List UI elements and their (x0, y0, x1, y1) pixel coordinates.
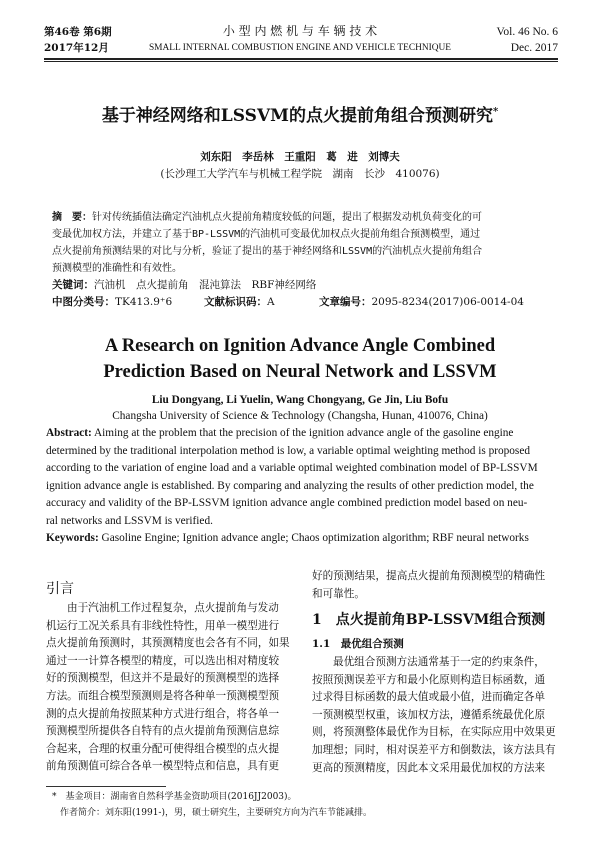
header-rule (44, 58, 558, 60)
footnote-author: 作者简介：刘东阳(1991-)，男，硕士研究生，主要研究方向为汽车节能减排。 (60, 808, 372, 818)
keywords-en: Keywords: Gasoline Engine; Ignition advance angle; Chaos optimization algorithm; RBF neural networks (46, 532, 529, 544)
footnote-fund: * 基金项目：湖南省自然科学基金资助项目(2016JJ2003)。 (52, 792, 297, 802)
section-heading: 1 点火提前角BP-LSSVM组合预测 (312, 612, 546, 628)
header-rule-thin (44, 61, 558, 62)
abstract-en: Abstract: Aiming at the problem that the precision of the ignition advance angle of the gasoline engine determined by the traditional interpolation method is low, a variable optimal weighting method is proposed according to the variation of engine load and a variable optimal weighted combination model of BP-LSSVM ignition advance angle is established. By comparing and analyzing the results of other prediction model, the accuracy and validity of the BP-LSSVM ignition advance angle combined prediction model based on neu- ral networks and LSSVM is verified. (46, 427, 538, 527)
abstract-cn-line: 针对传统插值法确定汽油机点火提前角精度较低的问题，提出了根据发动机负荷变化的可 (92, 212, 482, 223)
date-cn: 2017年12月 (44, 42, 109, 54)
page-title-cn: 基于神经网络和LSSVM的点火提前角组合预测研究* (101, 106, 499, 126)
journal-name-cn: 小 型 内 燃 机 与 车 辆 技 术 (222, 24, 378, 38)
subsection-heading: 1.1 最优组合预测 (312, 638, 404, 650)
intro-heading: 引言 (46, 581, 74, 597)
authors-cn: 刘东阳 李岳林 王重阳 葛 进 刘博夫 (200, 151, 400, 163)
intro-continued: 好的预测结果，提高点火提前角预测模型的精确性 和可靠性。 (312, 570, 546, 600)
date-en: Dec. 2017 (510, 42, 558, 54)
footnote-rule (46, 786, 166, 787)
clc-value: TK413.9⁺6 (115, 296, 173, 308)
volume-issue-en: Vol. 46 No. 6 (496, 26, 558, 38)
section-body: 最优组合预测方法通常基于一定的约束条件， 按照预测误差平方和最小化原则构造目标函数，通 过求得目标函数的最大值或最小值，进而确定各单 一预测模型权重，该加权方法，遵循系统最优化原 则，将预测整体最优作为目标，在实际应用中效果更 加理想；同时，相对误差平方和倒数法，该方法具有 更高的预测精度，因此本文采用最优加权的方法来 (312, 656, 556, 774)
volume-issue-cn: 第46卷 第6期 (44, 26, 112, 38)
journal-name-en: SMALL INTERNAL COMBUSTION ENGINE AND VEHICLE TECHNIQUE (148, 43, 452, 53)
doc-value: A (267, 296, 275, 308)
page-title-en: A Research on Ignition Advance Angle Combined Prediction Based on Neural Network and LSSVM (103, 336, 497, 382)
abstract-cn-line: 点火提前角预测结果的对比与分析，验证了提出的基于神经网络和LSSVM的汽油机点火提前角组合 (52, 246, 483, 257)
classification-row (52, 294, 558, 312)
authors-en: Liu Dongyang, Li Yuelin, Wang Chongyang, Ge Jin, Liu Bofu (151, 394, 449, 406)
doc-label: 文献标识码： (204, 296, 267, 308)
intro-body: 由于汽油机工作过程复杂，点火提前角与发动 机运行工况关系具有非线性特性，用单一模型进行 点火提前角预测时，其预测精度也会各有不同，如果 通过一一计算各模型的精度，可以选出相对精度较 好的预测模型，但这并不是最好的预测模型的选择 方法。而组合模型预测则是将各种单一预测模型预 测的点火提前角按照某种方式进行组合，将各单一 预测模型所提供各自特有的点火提前角预测信息综 合起来，合理的权重分配可使得组合模型的点火提 前角预测值可综合各单一模型特点和信息，具有更 (46, 602, 290, 773)
abstract-cn-label: 摘 要： (52, 212, 92, 223)
abstract-cn-line: 预测模型的准确性和有效性。 (52, 263, 182, 274)
abstract-en-label: Abstract: (46, 427, 92, 439)
abstract-cn-line: 变最优加权方法，并建立了基于BP-LSSVM的汽油机可变最优加权点火提前角组合预测模型，通过 (52, 229, 481, 240)
abstract-cn (52, 209, 558, 277)
affiliation-cn: (长沙理工大学汽车与机械工程学院 湖南 长沙 410076) (160, 168, 440, 180)
article-label: 文章编号： (319, 296, 372, 308)
clc-label: 中图分类号： (52, 296, 115, 308)
affiliation-en: Changsha University of Science & Technology (Changsha, Hunan, 410076, China) (112, 410, 488, 422)
article-value: 2095-8234(2017)06-0014-04 (371, 296, 524, 308)
keywords-cn: 关键词：汽油机 点火提前角 混沌算法 RBF神经网络 (52, 279, 317, 291)
